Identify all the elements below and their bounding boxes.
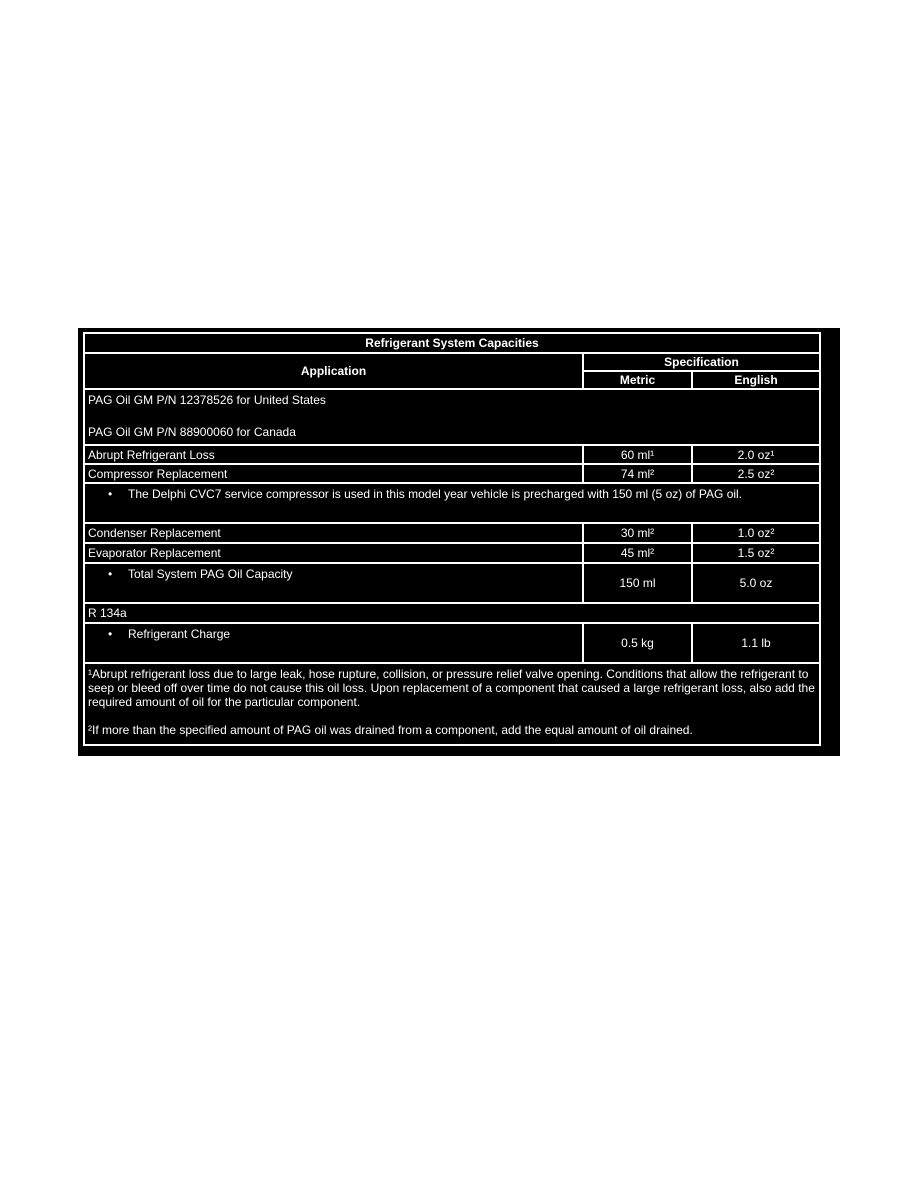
- delphi-note-row: [84, 483, 820, 523]
- footnote-1: ¹Abrupt refrigerant loss due to large leak, hose rupture, collision, or pressure relief valve opening. Conditions that allow the refrigerant to seep or bleed off over time do not cause this oil loss. Upon replacement of a component that caused a large refrigerant loss, also add the required amount of oil for the particular component.: [88, 667, 815, 709]
- refrigerant-charge-metric: 0.5 kg: [583, 623, 692, 663]
- footnotes: [84, 663, 820, 745]
- condenser-metric: 30 ml²: [583, 523, 692, 543]
- table-row: [84, 563, 820, 603]
- total-capacity-label: [84, 563, 583, 603]
- delphi-note-text: The Delphi CVC7 service compressor is used in this model year vehicle is precharged with 150 ml (5 oz) of PAG oil.: [128, 487, 743, 501]
- evaporator-english: 1.5 oz²: [692, 543, 820, 563]
- abrupt-loss-english: 2.0 oz¹: [692, 445, 820, 464]
- pag-oil-note-us: PAG Oil GM P/N 12378526 for United States: [88, 393, 326, 407]
- specification-header: Specification: [583, 353, 820, 371]
- evaporator-label: Evaporator Replacement: [84, 543, 583, 563]
- bullet-icon: •: [108, 627, 113, 641]
- table-title-row: [84, 333, 820, 353]
- evaporator-metric: 45 ml²: [583, 543, 692, 563]
- total-capacity-english: 5.0 oz: [692, 563, 820, 603]
- table-row: [84, 543, 820, 563]
- total-capacity-text: Total System PAG Oil Capacity: [128, 567, 293, 581]
- table-title: Refrigerant System Capacities: [84, 333, 820, 353]
- footnotes-row: [84, 663, 820, 745]
- header-row: [84, 353, 820, 371]
- metric-header: Metric: [583, 371, 692, 389]
- abrupt-loss-label: Abrupt Refrigerant Loss: [84, 445, 583, 464]
- condenser-english: 1.0 oz²: [692, 523, 820, 543]
- compressor-english: 2.5 oz²: [692, 464, 820, 483]
- refrigerant-charge-label: [84, 623, 583, 663]
- bullet-icon: •: [108, 487, 113, 501]
- refrigerant-charge-english: 1.1 lb: [692, 623, 820, 663]
- table-row: [84, 623, 820, 663]
- table-row: [84, 464, 820, 483]
- bullet-icon: •: [108, 567, 113, 581]
- delphi-note: [84, 483, 820, 523]
- compressor-label: Compressor Replacement: [84, 464, 583, 483]
- compressor-metric: 74 ml²: [583, 464, 692, 483]
- condenser-label: Condenser Replacement: [84, 523, 583, 543]
- abrupt-loss-metric: 60 ml¹: [583, 445, 692, 464]
- total-capacity-metric: 150 ml: [583, 563, 692, 603]
- english-header: English: [692, 371, 820, 389]
- table-row: [84, 523, 820, 543]
- pag-oil-note: [84, 389, 820, 445]
- pag-oil-note-row: [84, 389, 820, 445]
- refrigerant-type-row: [84, 603, 820, 623]
- refrigerant-charge-text: Refrigerant Charge: [128, 627, 231, 641]
- footnote-2: ²If more than the specified amount of PAG oil was drained from a component, add the equal amount of oil drained.: [88, 723, 693, 737]
- pag-oil-note-canada: PAG Oil GM P/N 88900060 for Canada: [88, 425, 296, 439]
- spec-table-frame: [78, 328, 840, 756]
- table-row: [84, 445, 820, 464]
- refrigerant-type: R 134a: [84, 603, 820, 623]
- refrigerant-capacities-table: [83, 332, 821, 746]
- application-header: Application: [84, 353, 583, 389]
